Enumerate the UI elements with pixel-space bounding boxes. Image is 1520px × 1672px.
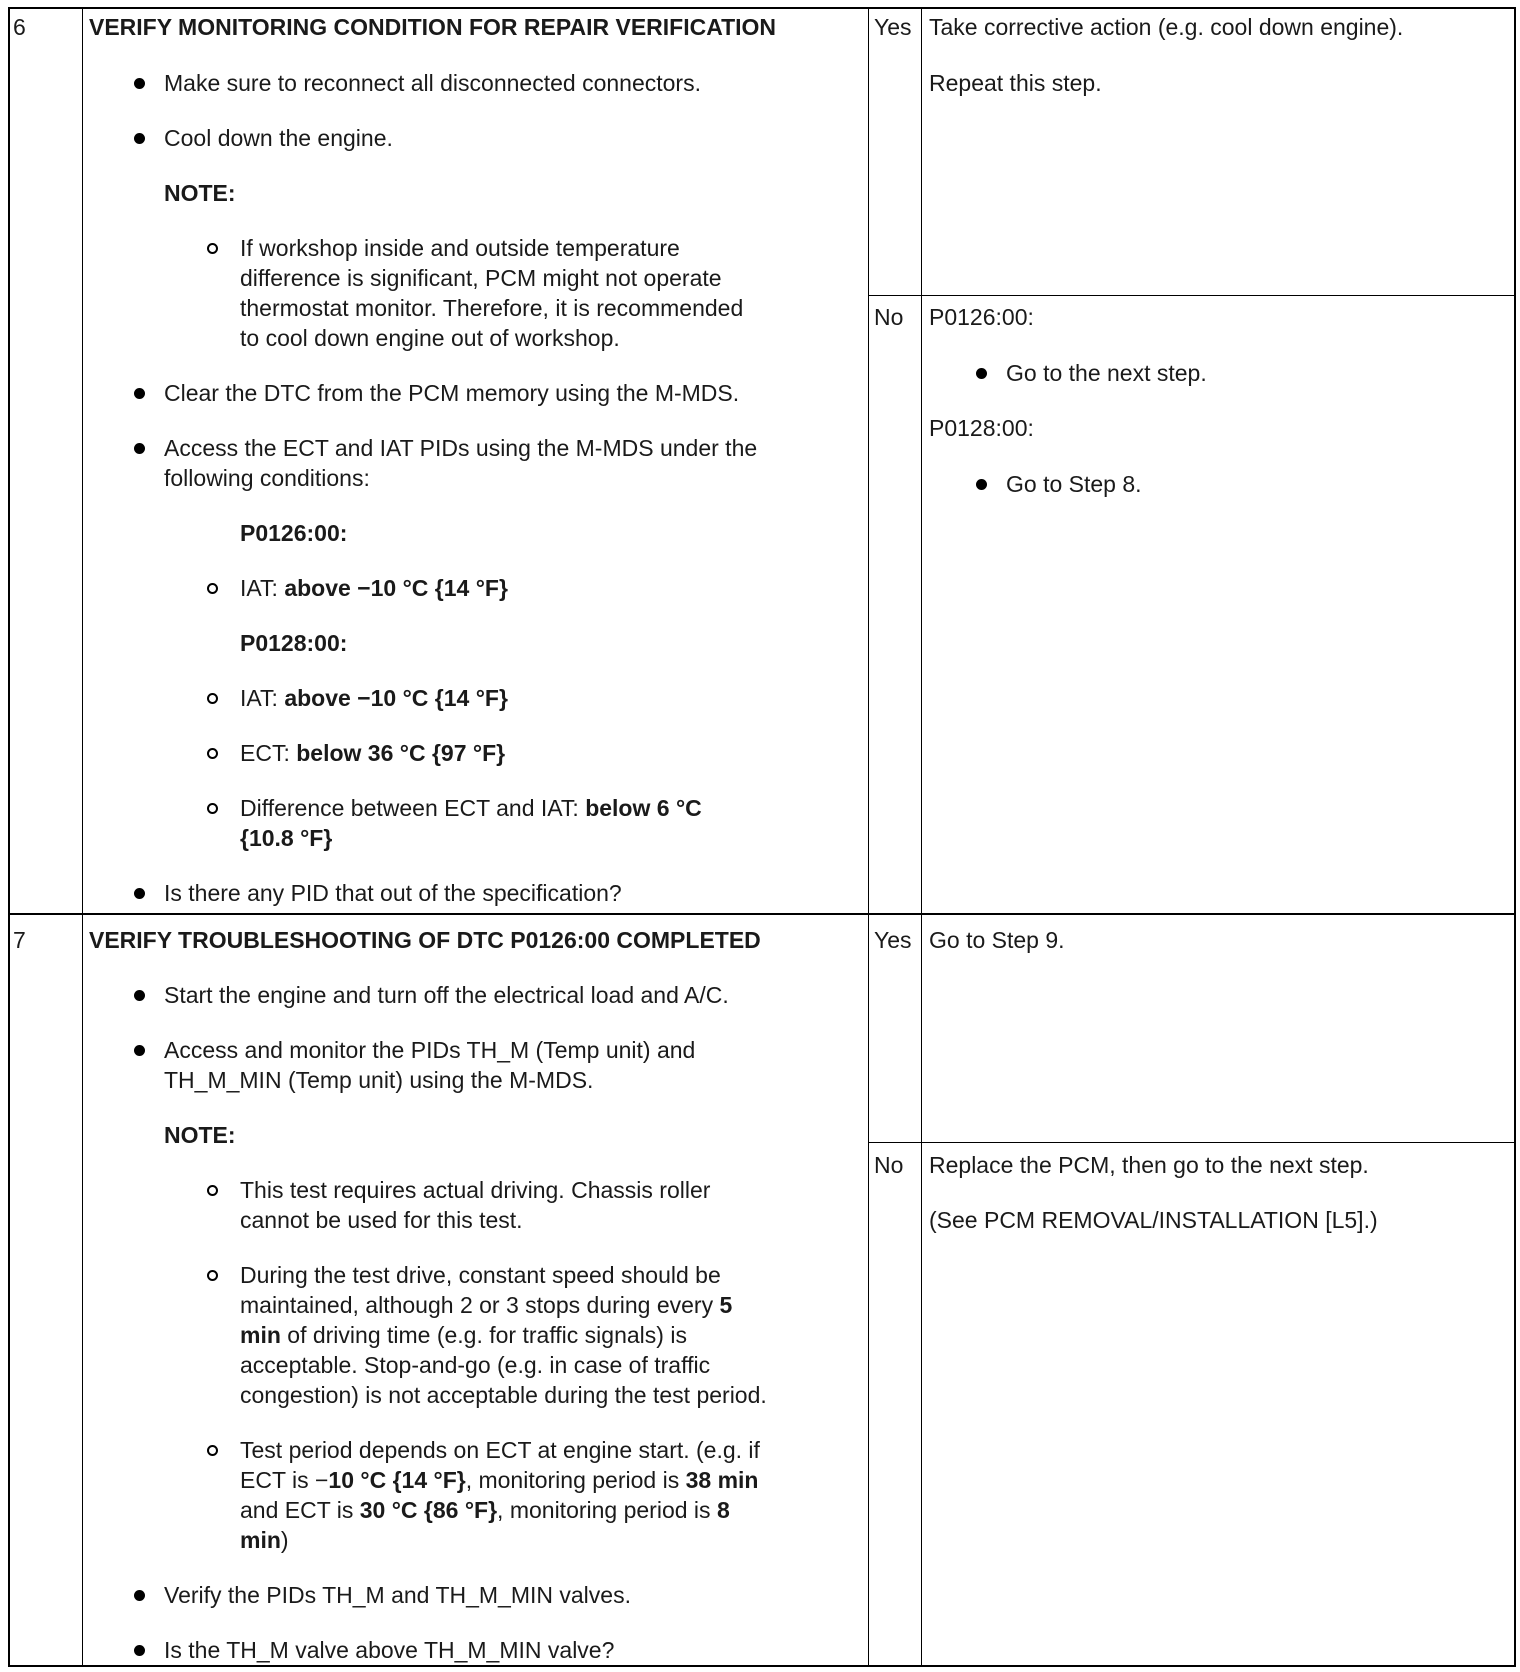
bullet-icon [134,1590,145,1601]
condition-value: below 6 °C [585,795,702,821]
bullet-icon [134,1045,145,1056]
no-label: No [874,1152,904,1178]
column-divider-instruction [868,7,869,1667]
condition-value: below 36 °C {97 °F} [296,740,506,766]
no-action: P0128:00: [929,415,1034,441]
table-border-left [8,7,10,1667]
instruction-item: Verify the PIDs TH_M and TH_M_MIN valves. [164,1582,631,1608]
condition-item [240,793,702,823]
instruction-item: Cool down the engine. [164,125,393,151]
sub-bullet-icon [207,1185,218,1196]
note-value: min [240,1322,281,1348]
bullet-icon [134,388,145,399]
no-action: P0126:00: [929,304,1034,330]
note-text-line [240,1320,687,1350]
note-text-line [240,1290,732,1320]
bullet-icon [134,888,145,899]
no-action: Replace the PCM, then go to the next step. [929,1152,1369,1178]
note-value: 5 [719,1292,733,1318]
instruction-item: Clear the DTC from the PCM memory using the M-MDS. [164,380,740,406]
note-text: , monitoring period is [497,1497,717,1523]
instruction-item: Access the ECT and IAT PIDs using the M-MDS under the [164,435,758,461]
condition-value: above −10 °C {14 °F} [284,685,508,711]
no-action: Go to the next step. [1006,360,1207,386]
note-text-line: thermostat monitor. Therefore, it is recommended [240,295,744,321]
no-label: No [874,304,904,330]
note-text-line [240,1465,758,1495]
note-text-line: congestion) is not acceptable during the test period. [240,1382,767,1408]
note-text: , monitoring period is [465,1467,686,1493]
yes-label: Yes [874,14,912,40]
instruction-item: Is the TH_M valve above TH_M_MIN valve? [164,1637,615,1663]
instruction-item: Start the engine and turn off the electrical load and A/C. [164,982,729,1008]
table-border-top [8,7,1516,9]
note-value: 8 [716,1497,730,1523]
note-value: min [240,1527,281,1553]
row-divider [8,913,1516,915]
instruction-item: TH_M_MIN (Temp unit) using the M-MDS. [164,1067,594,1093]
bullet-icon [134,1645,145,1656]
condition-label: IAT: [240,575,285,601]
bullet-icon [134,78,145,89]
sub-bullet-icon [207,1270,218,1281]
condition-item [240,738,505,768]
bullet-icon [134,443,145,454]
condition-label: ECT: [240,740,297,766]
instruction-item: Is there any PID that out of the specification? [164,880,622,906]
instruction-item: Make sure to reconnect all disconnected connectors. [164,70,701,96]
column-divider-result [921,7,922,1667]
column-divider-step [82,7,83,1667]
note-text-line: If workshop inside and outside temperature [240,235,680,261]
instruction-item: Access and monitor the PIDs TH_M (Temp unit) and [164,1037,696,1063]
table-border-right [1514,7,1516,1667]
note-text: of driving time (e.g. for traffic signals) is [280,1322,687,1348]
note-text-line: to cool down engine out of workshop. [240,325,620,351]
row7-yes-no-divider [868,1142,1516,1143]
no-action: Go to Step 8. [1006,471,1142,497]
note-text: ECT is − [240,1467,329,1493]
note-text: maintained, although 2 or 3 stops during every [240,1292,720,1318]
note-text-line: Test period depends on ECT at engine start. (e.g. if [240,1437,760,1463]
step-title: VERIFY MONITORING CONDITION FOR REPAIR VERIFICATION [89,14,777,40]
note-text: and ECT is [240,1497,360,1523]
note-label: NOTE: [164,1122,236,1148]
condition-item [240,683,508,713]
note-text: ) [280,1527,289,1553]
step-number: 6 [13,14,26,40]
row6-yes-no-divider [868,295,1516,296]
bullet-icon [976,368,987,379]
note-text-line [240,1525,289,1555]
dtc-code-label: P0126:00: [240,520,348,546]
dtc-code-label: P0128:00: [240,630,348,656]
note-text-line: acceptable. Stop-and-go (e.g. in case of traffic [240,1352,711,1378]
condition-label: IAT: [240,685,285,711]
note-text-line [240,1495,730,1525]
table-border-bottom [8,1665,1516,1667]
step-number: 7 [13,927,26,953]
note-value: 38 min [685,1467,759,1493]
sub-bullet-icon [207,748,218,759]
bullet-icon [976,479,987,490]
note-text-line: This test requires actual driving. Chassis roller [240,1177,711,1203]
note-value: 10 °C {14 °F} [328,1467,466,1493]
bullet-icon [134,990,145,1001]
condition-value: above −10 °C {14 °F} [284,575,508,601]
note-text-line: During the test drive, constant speed should be [240,1262,721,1288]
step-title: VERIFY TROUBLESHOOTING OF DTC P0126:00 COMPLETED [89,927,761,953]
note-label: NOTE: [164,180,236,206]
bullet-icon [134,133,145,144]
yes-action: Take corrective action (e.g. cool down engine). [929,14,1404,40]
sub-bullet-icon [207,803,218,814]
instruction-item: following conditions: [164,465,370,491]
note-text-line: difference is significant, PCM might not operate [240,265,722,291]
no-action: (See PCM REMOVAL/INSTALLATION [L5].) [929,1207,1378,1233]
sub-bullet-icon [207,583,218,594]
yes-label: Yes [874,927,912,953]
yes-action: Repeat this step. [929,70,1102,96]
sub-bullet-icon [207,693,218,704]
condition-item [240,573,508,603]
sub-bullet-icon [207,1445,218,1456]
yes-action: Go to Step 9. [929,927,1065,953]
note-value: 30 °C {86 °F} [359,1497,498,1523]
sub-bullet-icon [207,243,218,254]
condition-label: Difference between ECT and IAT: [240,795,586,821]
note-text-line: cannot be used for this test. [240,1207,523,1233]
condition-value: {10.8 °F} [240,825,333,851]
